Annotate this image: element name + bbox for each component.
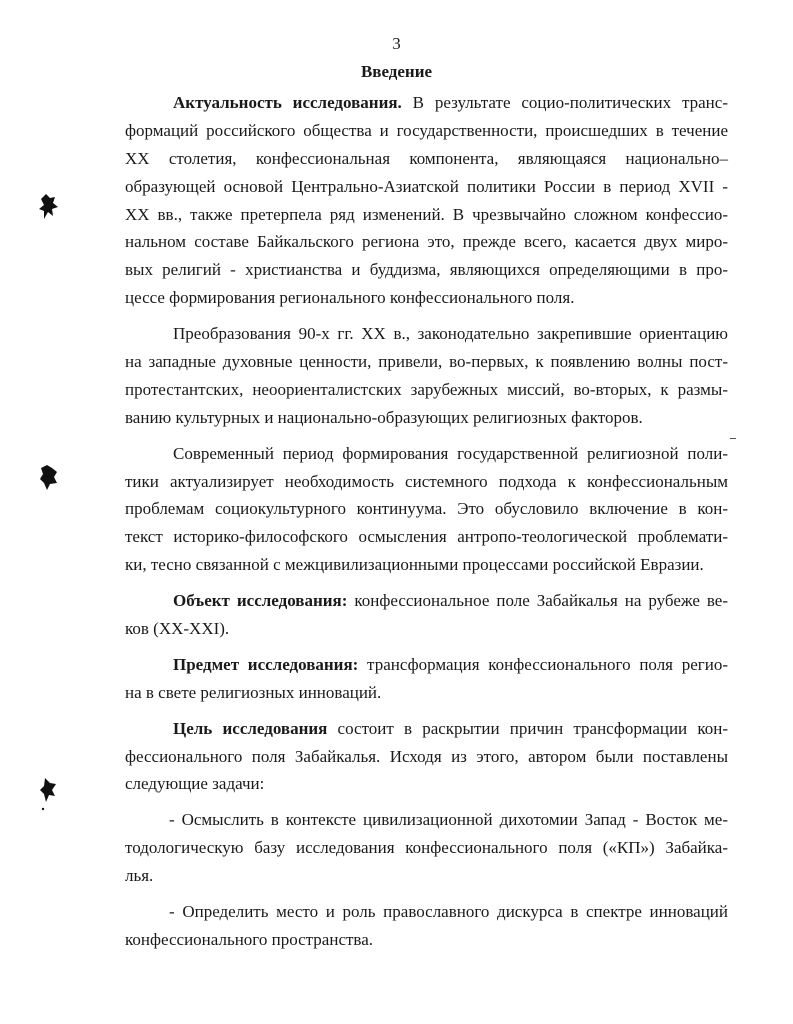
text-line: протестантских, неоориенталистских зарубежных миссий, во-вторых, к размы- [125,379,728,399]
text-line: на в свете религиозных инноваций. [125,682,382,702]
text-line: Цель исследования состоит в раскрытии причин трансформации кон- [173,718,728,738]
text-line: Актуальность исследования. В результате социо-политических транс- [173,93,728,112]
text-line: Преобразования 90-х гг. XX в., законодательно закрепившие ориентацию [173,324,728,344]
ink-blot-icon [38,192,60,222]
paragraph-transformations [125,320,728,432]
text-line: формаций российского общества и государственности, происшедших в течение [125,120,728,140]
lead-relevance: Актуальность исследования. [173,93,402,112]
text-line: Объект исследования: конфессиональное поле Забайкалья на рубеже ве- [173,591,729,611]
lead-subject: Предмет исследования: [173,654,359,674]
paragraph-modern-period [125,440,728,579]
paragraph-goal [125,715,728,799]
text-line: конфессионального пространства. [125,929,374,949]
paragraph-object [125,587,728,643]
task-item-2 [125,898,728,954]
ink-blot-icon [38,776,60,812]
text-line: проблемам социокультурного континуума. Это обусловило включение в кон- [125,499,728,519]
text-line: вых религий - христианства и буддизма, являющихся определяющими в про- [125,260,728,280]
text-line: тодологическую базу исследования конфессионального поля («КП») Забайка- [125,838,728,858]
ink-blot-icon [38,462,60,492]
scan-mark [730,438,736,439]
task-item-1 [125,806,728,890]
text-line: следующие задачи: [125,774,265,794]
lead-object: Объект исследования: [173,591,348,611]
body-text [125,89,728,954]
text-line: ванию культурных и национально-образующих религиозных факторов. [125,407,643,427]
text-line: образующей основой Центрально-Азиатской политики России в период XVII - [125,176,728,196]
text-line: нальном составе Байкальского региона это, прежде всего, касается двух миро- [125,232,728,252]
text-line: - Осмыслить в контексте цивилизационной дихотомии Запад - Восток ме- [169,810,728,830]
paragraph-subject [125,651,728,707]
text-line: цессе формирования регионального конфессионального поля. [125,288,575,308]
text-line: фессионального поля Забайкалья. Исходя из этого, автором были поставлены [125,746,728,766]
text-line: Современный период формирования государственной религиозной поли- [173,443,728,463]
text-line: ки, тесно связанной с межцивилизационными процессами российской Евразии. [125,555,704,575]
text-line: текст историко-философского осмысления антропо-теологической проблемати- [125,527,728,547]
lead-goal: Цель исследования [173,718,328,738]
text-line: - Определить место и роль православного дискурса в спектре инноваций [169,902,728,922]
text-line: XX столетия, конфессиональная компонента, являющаяся национально– [125,148,728,168]
text-line: XX вв., также претерпела ряд изменений. В чрезвычайно сложном конфессио- [125,204,728,224]
page-number: 3 [392,34,401,53]
text-line: на западные духовные ценности, привели, во-первых, к появлению волны пост- [125,352,728,372]
text-line: лья. [125,866,154,886]
text-line: тики актуализирует необходимость системного подхода к конфессиональным [125,471,728,491]
text-line: Предмет исследования: трансформация конфессионального поля регио- [173,654,728,674]
text-line: ков (XX-XXI). [125,619,230,639]
paragraph-relevance [125,89,728,312]
section-title: Введение [360,62,433,81]
